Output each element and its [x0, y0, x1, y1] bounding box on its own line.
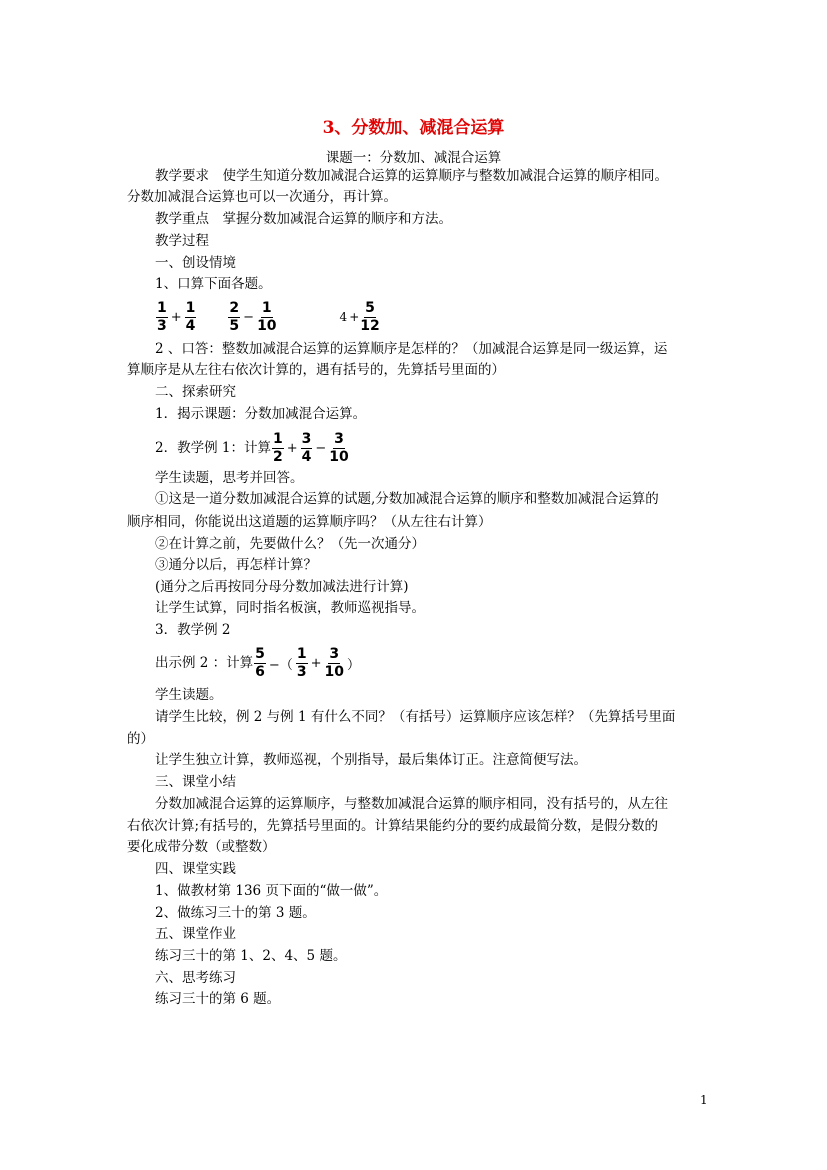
fraction: $\frac{3}{10}$: [324, 645, 344, 680]
section-heading: 三、课堂小结: [155, 774, 236, 790]
text-line: 1．揭示课题：分数加减混合运算。: [155, 406, 367, 422]
fraction: $\frac{1}{3}$: [157, 299, 167, 334]
text-line: 1、做教材第 136 页下面的“做一做”。: [155, 883, 388, 899]
text-line: (通分之后再按同分母分数加减法进行计算): [155, 579, 409, 595]
example-2-row: 出示例 2 ：计算 $\frac{5}{6}$ −（ $\frac{1}{3}$ + $\frac{3}{10}$ ）: [155, 645, 360, 680]
text-line: 的）: [127, 731, 154, 747]
lesson-subtitle: 课题一：分数加、减混合运算: [325, 150, 502, 166]
oral-problems: $\frac{1}{3}$ + $\frac{1}{4}$ $\frac{2}{5}$ − $\frac{1}{10}$ 4 + $\frac{5}{12}$: [157, 299, 380, 334]
fraction: $\frac{5}{6}$: [255, 645, 265, 680]
fraction: $\frac{1}{3}$: [296, 645, 307, 680]
text-line: 3．教学例 2: [155, 622, 231, 638]
text-line: 要化成带分数（或整数）: [127, 839, 276, 855]
page-number: 1: [700, 1093, 708, 1107]
text-line: 练习三十的第 6 题。: [155, 991, 281, 1007]
section-heading: 一、创设情境: [155, 255, 236, 271]
example-1-row: 2．教学例 1：计算 $\frac{1}{2}$ + $\frac{3}{4}$ − $\frac{3}{10}$: [155, 430, 349, 465]
text-line: 2 、口答：整数加减混合运算的运算顺序是怎样的？（加减混合运算是同一级运算，运: [155, 341, 668, 357]
fraction: $\frac{3}{4}$: [301, 430, 312, 465]
text-line: ①这是一道分数加减混合运算的试题,分数加减混合运算的顺序和整数加减混合运算的: [155, 491, 659, 507]
document-title: 3、分数加、减混合运算: [322, 118, 505, 138]
fraction: $\frac{3}{10}$: [329, 430, 349, 465]
text-line: ③通分以后，再怎样计算？: [155, 557, 317, 573]
text-line: 教学要求 使学生知道分数加减混合运算的运算顺序与整数加减混合运算的顺序相同。: [155, 168, 668, 184]
text-line: ②在计算之前，先要做什么？（先一次通分）: [155, 536, 425, 552]
text-line: 1、口算下面各题。: [155, 276, 272, 292]
text-line: 学生读题。: [155, 687, 223, 703]
section-heading: 六、思考练习: [155, 970, 236, 986]
text-line: 让学生试算，同时指名板演，教师巡视指导。: [155, 600, 425, 616]
section-heading: 五、课堂作业: [155, 926, 236, 942]
text-line: 算顺序是从左往右依次计算的，遇有括号的，先算括号里面的）: [127, 362, 505, 378]
fraction: $\frac{1}{2}$: [272, 430, 283, 465]
text-line: 让学生独立计算，教师巡视，个别指导，最后集体订正。注意简便写法。: [155, 752, 587, 768]
text-line: 顺序相同，你能说出这道题的运算顺序吗？（从左往右计算）: [127, 514, 492, 530]
text-line: 练习三十的第 1、2、4、5 题。: [155, 948, 347, 964]
text-line: 学生读题，思考并回答。: [155, 470, 304, 486]
text-line: 2、做练习三十的第 3 题。: [155, 905, 316, 921]
section-heading: 四、课堂实践: [155, 861, 236, 877]
fraction: $\frac{1}{4}$: [185, 299, 196, 334]
text-line: 教学过程: [155, 233, 209, 249]
text-line: 分数加减混合运算也可以一次通分，再计算。: [127, 189, 397, 205]
text-line: 请学生比较，例 2 与例 1 有什么不同？（有括号）运算顺序应该怎样？（先算括号里面: [155, 709, 676, 725]
fraction: $\frac{5}{12}$: [360, 299, 380, 334]
text-line: 教学重点 掌握分数加减混合运算的顺序和方法。: [155, 211, 452, 227]
section-heading: 二、探索研究: [155, 384, 236, 400]
text-line: 右依次计算;有括号的，先算括号里面的。计算结果能约分的要约成最简分数，是假分数的: [127, 818, 659, 834]
text-line: 分数加减混合运算的运算顺序，与整数加减混合运算的顺序相同，没有括号的，从左往: [155, 796, 668, 812]
fraction: $\frac{1}{10}$: [257, 299, 277, 334]
fraction: $\frac{2}{5}$: [229, 299, 240, 334]
